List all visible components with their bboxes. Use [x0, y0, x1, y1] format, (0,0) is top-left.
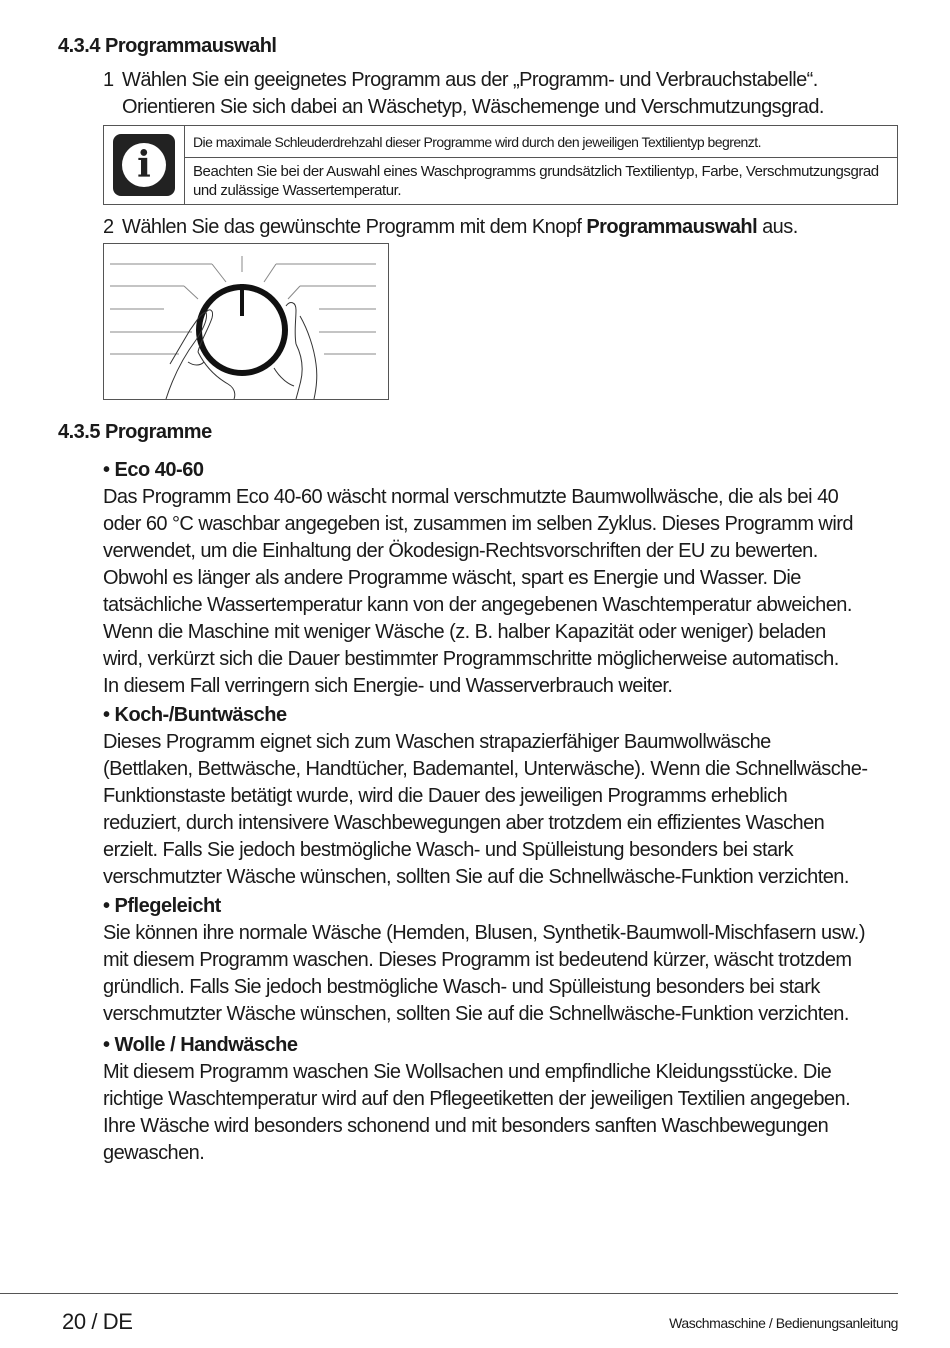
- step-1: [103, 67, 824, 121]
- program-wolle-handwaesche: [103, 1031, 903, 1167]
- program-title: • Pflegeleicht: [103, 895, 221, 917]
- program-title: • Wolle / Handwäsche: [103, 1034, 298, 1056]
- info-note-selection: Beachten Sie bei der Auswahl eines Waschprogramms grundsätzlich Textilientyp, Farbe, Verschmutzungsgrad und zulässige Wassertemperatur.: [193, 163, 879, 199]
- step-1-line-1: Wählen Sie ein geeignetes Programm aus der „Programm- und Verbrauchstabelle“.: [122, 69, 818, 91]
- info-text: [185, 126, 897, 204]
- program-pflegeleicht: [103, 892, 903, 1028]
- program-description: Mit diesem Programm waschen Sie Wollsachen und empfindliche Kleidungsstücke. Die richtige Waschtemperatur wird auf den Pflegeetiketten der jeweiligen Textilien angegeben. Ihre Wäsche wird besonders schonend und mit besonders sanften Waschbewegungen gewaschen.: [103, 1061, 851, 1164]
- program-description: Sie können ihre normale Wäsche (Hemden, Blusen, Synthetik-Baumwoll-Mischfasern usw.) mit diesem Programm waschen. Dieses Programm ist bedeutend kürzer, wäscht trotzdem gründlich. Falls Sie jedoch bestmögliche Wasch- und Spülleistung besonders bei stark verschmutzter Wäsche wünschen, sollten Sie auf die Schnellwäsche-Funktion verzichten.: [103, 922, 865, 1025]
- info-icon-glyph: i: [122, 143, 166, 187]
- program-knob-illustration: [103, 243, 389, 400]
- program-title: • Eco 40-60: [103, 459, 204, 481]
- step-1-line-2: Orientieren Sie sich dabei an Wäschetyp, Wäschemenge und Verschmutzungsgrad.: [122, 96, 824, 118]
- info-icon: [113, 134, 175, 196]
- footer-document-title: Waschmaschine / Bedienungsanleitung: [669, 1315, 898, 1331]
- step-2-text-after: aus.: [757, 216, 798, 238]
- section-heading-programme: 4.3.5 Programme: [58, 421, 212, 443]
- step-2: [103, 214, 798, 241]
- step-2-knob-name: Programmauswahl: [586, 216, 758, 238]
- info-note-spin-speed: Die maximale Schleuderdrehzahl dieser Programme wird durch den jeweiligen Textilientyp begrenzt.: [185, 126, 897, 158]
- page-number: 20 / DE: [62, 1309, 133, 1334]
- knob-hand-drawing: [104, 244, 388, 399]
- info-box: [103, 125, 898, 205]
- step-number: 2: [103, 216, 114, 238]
- program-eco-40-60: [103, 456, 903, 700]
- program-title: • Koch-/Buntwäsche: [103, 704, 287, 726]
- step-number: 1: [103, 69, 114, 91]
- step-2-text-before: Wählen Sie das gewünschte Programm mit dem Knopf: [122, 216, 587, 238]
- section-heading-programmauswahl: 4.3.4 Programmauswahl: [58, 35, 277, 57]
- program-koch-buntwaesche: [103, 701, 903, 891]
- program-description: Das Programm Eco 40-60 wäscht normal verschmutzte Baumwollwäsche, die als bei 40 oder 60 °C waschbar angegeben ist, zusammen im selben Zyklus. Dieses Programm wird verwendet, um die Einhaltung der Ökodesign-Rechtsvorschriften der EU zu bewerten. Obwohl es länger als andere Programme wäscht, spart es Energie und Wasser. Die tatsächliche Wassertemperatur kann von der angegebenen Waschtemperatur abweichen. Wenn die Maschine mit weniger Wäsche (z. B. halber Kapazität oder weniger) beladen wird, verkürzt sich die Dauer bestimmter Programmschritte möglicherweise automatisch. In diesem Fall verringern sich Energie- und Wasserverbrauch weiter.: [103, 486, 853, 697]
- footer-divider: [0, 1293, 898, 1294]
- info-icon-cell: [104, 126, 185, 204]
- program-description: Dieses Programm eignet sich zum Waschen strapazierfähiger Baumwollwäsche (Bettlaken, Bettwäsche, Handtücher, Bademantel, Unterwäsche). Wenn die Schnellwäsche- Funktionstaste betätigt wurde, wird die Dauer des jeweiligen Programms erheblich reduziert, durch intensivere Waschbewegungen aber trotzdem ein effizientes Waschen erzielt. Falls Sie jedoch bestmögliche Wasch- und Spülleistung besonders bei stark verschmutzter Wäsche wünschen, sollten Sie auf die Schnellwäsche-Funktion verzichten.: [103, 731, 868, 888]
